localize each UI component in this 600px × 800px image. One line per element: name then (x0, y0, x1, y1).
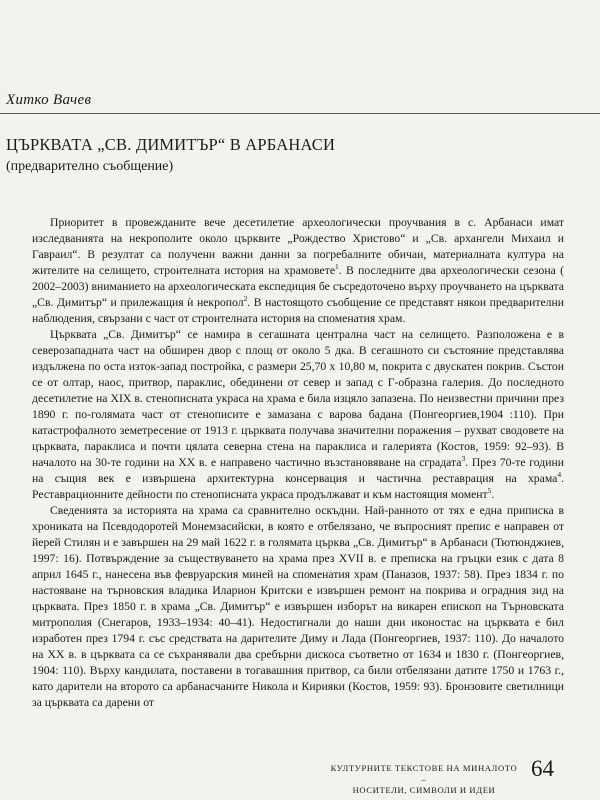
paragraph-text: . В настоящото съобщение се представят някои предварителни наблюдения, свързани с част от строителната история на споменатия храм. (32, 296, 565, 325)
paragraph-text: . Реставрационните дейности по стенописната украса продължават и към настоящия момент (32, 472, 564, 501)
footnote-ref: 5 (487, 486, 492, 496)
footnote-ref: 2 (243, 294, 248, 304)
paragraph-text: . (491, 488, 495, 501)
running-footer (328, 763, 520, 796)
page-number: 64 (531, 756, 554, 781)
footnote-ref: 1 (335, 262, 339, 272)
paragraph-text: . През 70-те години на същия век е извършена архитектурна консервация и частична реставрация на храма (32, 456, 564, 485)
paragraph (32, 215, 564, 327)
paragraph-text: Църквата „Св. Димитър“ се намира в сегашната централна част на селището. Разположена е в северозападната част на обширен двор с площ от около 5 дка. В сегашното си състояние представлява издължена по оста изток-запад постройка, с размери 25,70 х 10,80 м, покрита с двускатен покрив. Състои се от олтар, наос, притвор, параклис, обединени от север и запад с Г-образна галерия. До последното десетилетие на XIX в. стенописната украса на храма е била изцяло запазена. По неизвестни причини през 1890 г. по-голямата част от стенописите е замазана с варова бадана (Понгеоргиев,1904 :110). При катастрофалното земетресение от 1913 г. църквата получава значителни поражения – рухват сводовете на църквата, параклиса и почти цялата северна стена на параклиса и галерията (Костов, 1959: 92–93). В началото на 30-те години на XX в. е направено частично възстановяване на сградата (32, 328, 564, 469)
footnote-ref: 4 (557, 470, 562, 480)
footer-line: НОСИТЕЛИ, СИМВОЛИ И ИДЕИ (352, 785, 496, 795)
paragraph-text: Сведенията за историята на храма са сравнително оскъдни. Най-ранното от тях е една приписка в хрониката на Псевдодоротей Монемзасийски, в която е отбелязано, че въпросният препис е направен от йерей Стилян и е завършен на 29 май 1622 г. в голямата църква „Св. Димитър“ в Арбанаси (Тютюнджиев, 1997: 16). Потвърждение за съществуването на храма през XVII в. е преписка на гръцки език с дата 8 април 1645 г., нанесена във февруарския миней на споменатия храм (Паназов, 1937: 58). През 1834 г. по настояване на търновския владика Иларион Критски е извършен ремонт на покрива и оградния зид на църквата. През 1850 г. в храма „Св. Димитър“ е извършен изборът на викарен епископ на Търновската митрополия (Снегаров, 1933–1934: 40–41). Недостигнали до наши дни иконостас на църквата е бил изработен през 1794 г. със средствата на дарителите Диму и Лада (Понгеоргиев, 1937: 110). До началото на XX в. в църквата са се съхранявали два сребърни дискоса съответно от 1634 и 1830 г. (Понгеоргиев, 1904: 110). Върху кандилата, поставени в тогавашния притвор, са били отбелязани датите 1750 и 1763 г., като дарители на второто са арбанасчаните Никола и Кирияки (Костов, 1959: 93). Бронзовите светилници за църквата са дарени от (32, 504, 564, 709)
paragraph-text: Приоритет в провежданите вече десетилетие археологически проучвания в с. Арбанаси имат изследванията на некрополите около църквите „Рождество Христово“ и „Св. архангели Михаил и Гавраил“. В резултат са получени важни данни за погребалните обичаи, материалната култура на жителите на селището, строителната история на храмовете (32, 216, 564, 277)
article-subtitle: (предварително съобщение) (6, 159, 174, 174)
footnote-ref: 3 (461, 454, 466, 464)
article-body (32, 215, 564, 711)
paragraph (32, 327, 564, 503)
paragraph (32, 503, 564, 711)
footer-line: КУЛТУРНИТЕ ТЕКСТОВЕ НА МИНАЛОТО – (330, 763, 518, 784)
paragraph-text: . В последните два археологически сезона ( 2002–2003) вниманието на археологическата експедиция бе съсредоточено върху проучването на църквата „Св. Димитър“ и прилежащия ѝ некропол (32, 264, 564, 309)
author-name: Хитко Вачев (6, 92, 92, 108)
article-title: ЦЪРКВАТА „СВ. ДИМИТЪР“ В АРБАНАСИ (6, 135, 336, 154)
header-rule (0, 113, 600, 114)
